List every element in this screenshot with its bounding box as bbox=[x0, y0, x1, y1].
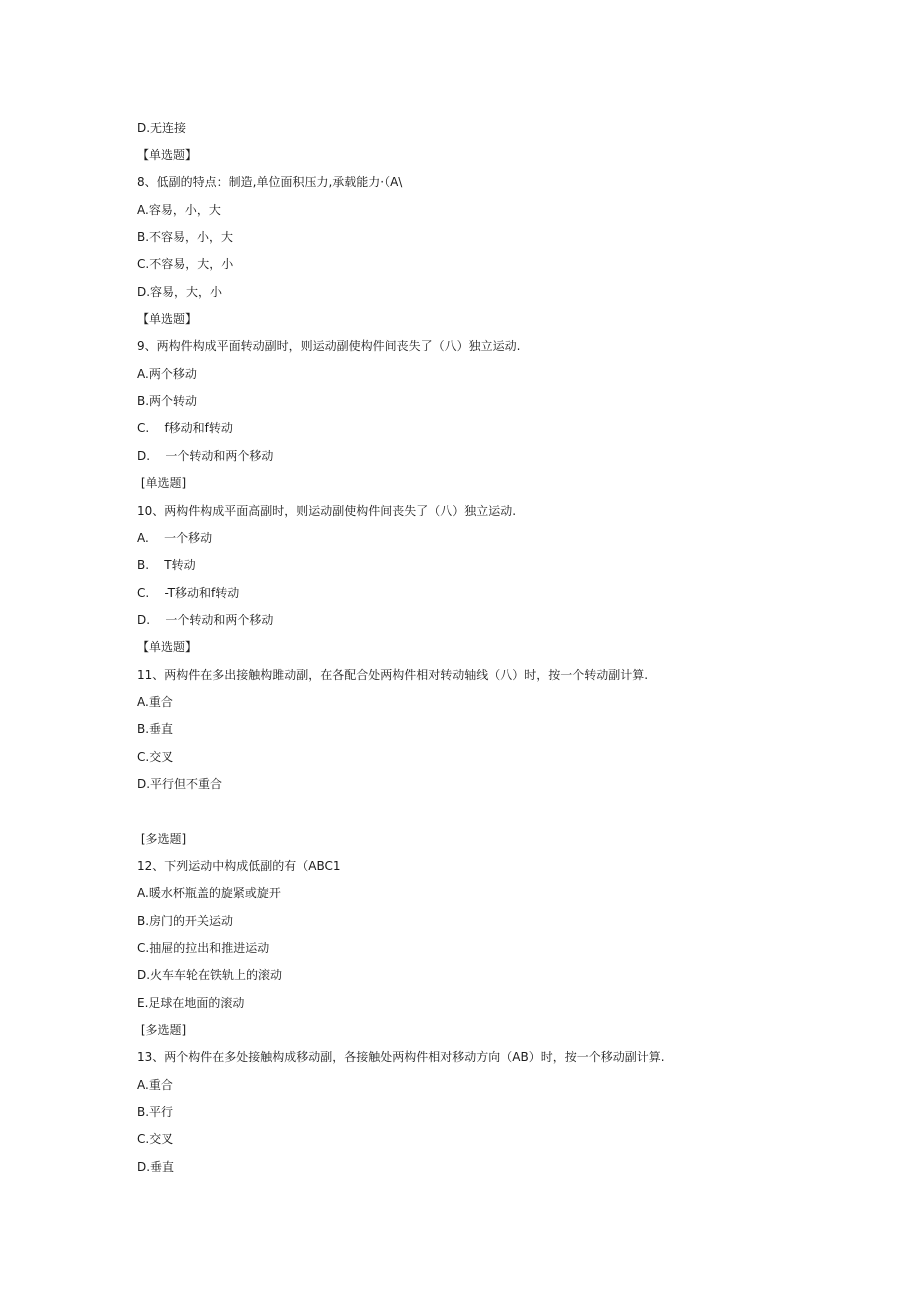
question-13-text: 13、两个构件在多处接触构成移动副，各接触处两构件相对移动方向（AB）时，按一个移动副计算. bbox=[137, 1050, 665, 1064]
option-d-q10: D. 一个转动和两个移动 bbox=[137, 613, 274, 627]
option-b-q13: B.平行 bbox=[137, 1105, 174, 1119]
option-c-q9: C. f移动和f转动 bbox=[137, 421, 233, 435]
question-8-text: 8、低副的特点：制造,单位面积压力,承载能力·（A\ bbox=[137, 175, 403, 189]
question-type-label: 【单选题】 bbox=[137, 640, 198, 654]
option-c-q12: C.抽屉的拉出和推进运动 bbox=[137, 941, 270, 955]
option-d-q12: D.火车车轮在铁轨上的滚动 bbox=[137, 968, 283, 982]
option-b-q11: B.垂直 bbox=[137, 722, 174, 736]
question-type-label: [多选题] bbox=[137, 832, 187, 846]
option-d-q11: D.平行但不重合 bbox=[137, 777, 223, 791]
option-b-q9: B.两个转动 bbox=[137, 394, 198, 408]
option-d-q9: D. 一个转动和两个移动 bbox=[137, 449, 274, 463]
option-b-q12: B.房门的开关运动 bbox=[137, 914, 234, 928]
option-c-q11: C.交叉 bbox=[137, 750, 174, 764]
option-d-q13: D.垂直 bbox=[137, 1160, 175, 1174]
option-a-q13: A.重合 bbox=[137, 1078, 173, 1092]
question-10-text: 10、两构件构成平面高副时，则运动副使构件间丧失了（八）独立运动. bbox=[137, 504, 517, 518]
option-c-q13: C.交叉 bbox=[137, 1132, 174, 1146]
option-e-q12: E.足球在地面的滚动 bbox=[137, 996, 245, 1010]
question-type-label: 【单选题】 bbox=[137, 148, 198, 162]
option-d-q8: D.容易，大，小 bbox=[137, 285, 223, 299]
question-12-text: 12、下列运动中构成低副的有（ABC1 bbox=[137, 859, 341, 873]
question-type-label: 【单选题】 bbox=[137, 312, 198, 326]
question-11-text: 11、两构件在多出接触构雎动副，在各配合处两构件相对转动轴线（八）时，按一个转动副计算. bbox=[137, 668, 649, 682]
option-c-q10: C. -T移动和f转动 bbox=[137, 586, 240, 600]
question-type-label: [多选题] bbox=[137, 1023, 187, 1037]
option-d-q7: D.无连接 bbox=[137, 121, 187, 135]
question-9-text: 9、两构件构成平面转动副时，则运动副使构件间丧失了（八）独立运动. bbox=[137, 339, 521, 353]
option-c-q8: C.不容易，大，小 bbox=[137, 257, 234, 271]
option-a-q10: A. 一个移动 bbox=[137, 531, 213, 545]
option-a-q12: A.暖水杯瓶盖的旋紧或旋开 bbox=[137, 886, 281, 900]
option-a-q8: A.容易，小，大 bbox=[137, 203, 221, 217]
question-type-label: [单选题] bbox=[137, 476, 187, 490]
option-b-q10: B. T转动 bbox=[137, 558, 196, 572]
option-a-q11: A.重合 bbox=[137, 695, 173, 709]
option-a-q9: A.两个移动 bbox=[137, 367, 197, 381]
option-b-q8: B.不容易，小，大 bbox=[137, 230, 234, 244]
